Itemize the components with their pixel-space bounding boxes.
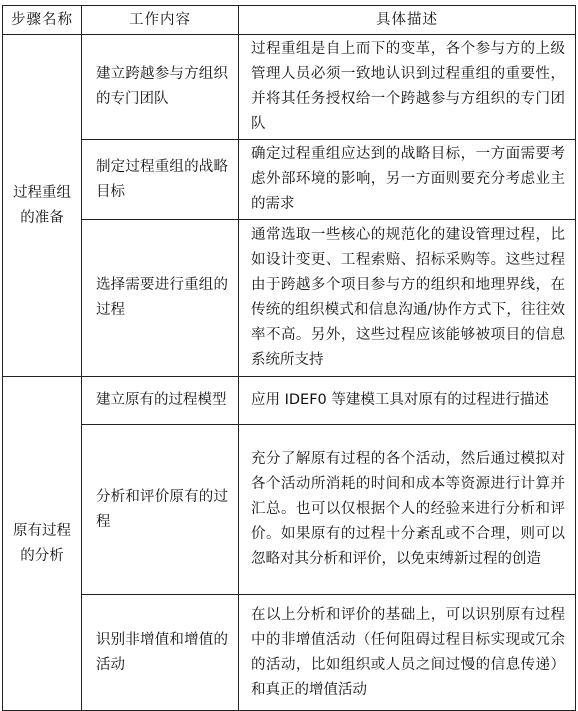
description-cell: 充分了解原有过程的各个活动，然后通过模拟对各个活动所消耗的时间和成本等资源进行计算并汇总。也可以仅根据个人的经验来进行分析和评价。如果原有的过程十分紊乱或不合理，则可以忽略对其分析和评价，以免束缚新过程的创造	[239, 425, 576, 595]
step-cell-analysis: 原有过程的分析	[3, 377, 82, 711]
header-work-content: 工作内容	[82, 6, 239, 35]
header-step-name: 步骤名称	[3, 6, 82, 35]
step-cell-preparation: 过程重组的准备	[3, 35, 82, 377]
work-cell: 制定过程重组的战略目标	[82, 140, 239, 220]
description-cell: 通常选取一些核心的规范化的建设管理过程，比如设计变更、工程索赔、招标采购等。这些过程由于跨越多个项目参与方的组织和地理界线，在传统的组织模式和信息沟通/协作方式下，往往效率不高。另外，这些过程应该能够被项目的信息系统所支持	[239, 220, 576, 377]
description-cell: 过程重组是自上而下的变革，各个参与方的上级管理人员必须一致地认识到过程重组的重要性，并将其任务授权给一个跨越参与方组织的专门团队	[239, 35, 576, 140]
table-row	[3, 220, 576, 377]
process-reengineering-table	[2, 5, 576, 711]
work-cell: 建立跨越参与方组织的专门团队	[82, 35, 239, 140]
work-cell: 分析和评价原有的过程	[82, 425, 239, 595]
work-cell: 选择需要进行重组的过程	[82, 220, 239, 377]
table-header-row	[3, 6, 576, 35]
work-cell: 识别非增值和增值的活动	[82, 595, 239, 711]
table-row	[3, 595, 576, 711]
header-description: 具体描述	[239, 6, 576, 35]
table-row	[3, 140, 576, 220]
description-cell: 确定过程重组应达到的战略目标，一方面需要考虑外部环境的影响，另一方面则要充分考虑业主的需求	[239, 140, 576, 220]
table-row	[3, 377, 576, 425]
work-cell: 建立原有的过程模型	[82, 377, 239, 425]
table-row	[3, 35, 576, 140]
description-cell: 在以上分析和评价的基础上，可以识别原有过程中的非增值活动（任何阻碍过程目标实现或冗余的活动，比如组织或人员之间过慢的信息传递）和真正的增值活动	[239, 595, 576, 711]
table-row	[3, 425, 576, 595]
description-cell: 应用 IDEF0 等建模工具对原有的过程进行描述	[239, 377, 576, 425]
